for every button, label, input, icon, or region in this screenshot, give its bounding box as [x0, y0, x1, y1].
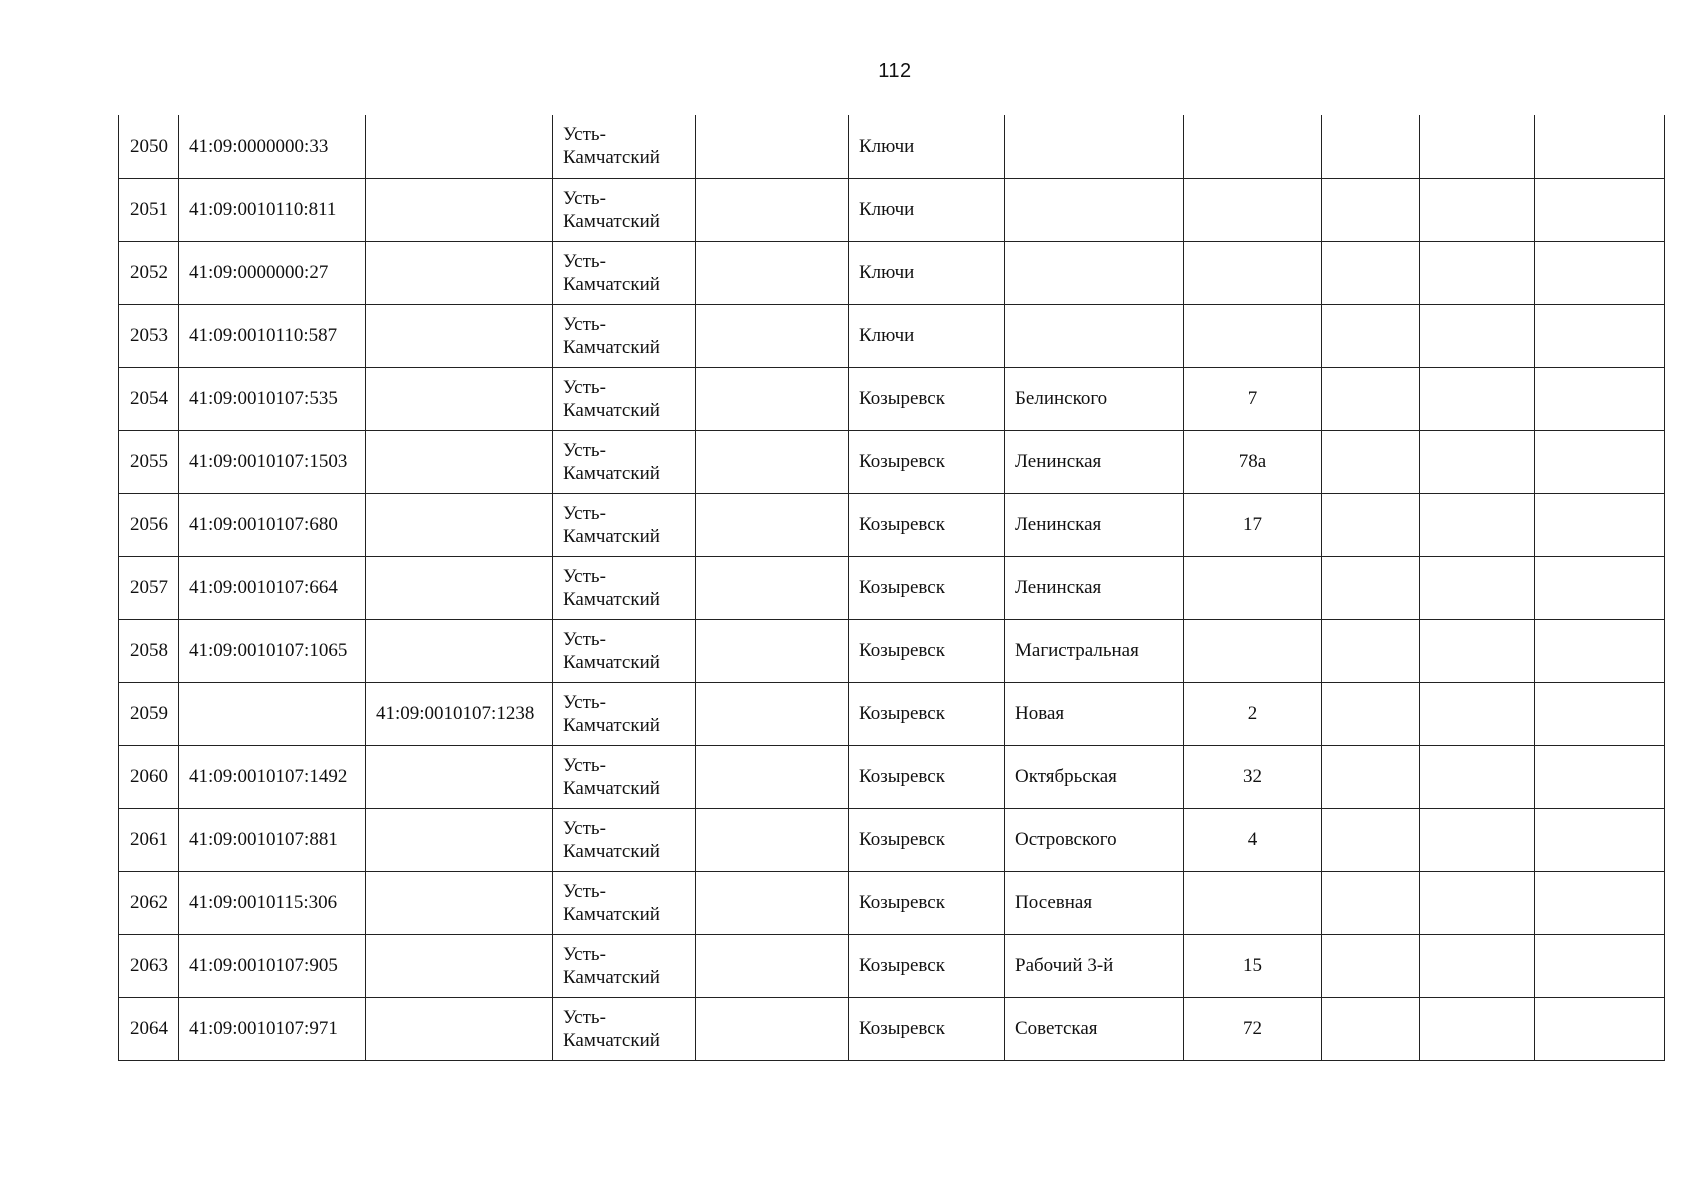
empty-cell — [1535, 871, 1665, 934]
district-cell: Усть-Камчатский — [553, 178, 696, 241]
empty-cell — [1322, 934, 1420, 997]
empty-cell — [696, 619, 849, 682]
empty-cell — [1322, 619, 1420, 682]
table-row — [119, 808, 1665, 871]
cadastral-number-cell: 41:09:0010107:535 — [179, 367, 366, 430]
house-number-cell: 72 — [1184, 997, 1322, 1060]
row-number-cell: 2059 — [119, 682, 179, 745]
district-cell: Усть-Камчатский — [553, 682, 696, 745]
cadastral-number-alt-cell — [366, 367, 553, 430]
house-number-cell: 15 — [1184, 934, 1322, 997]
cadastral-number-alt-cell — [366, 493, 553, 556]
locality-cell: Козыревск — [849, 556, 1005, 619]
empty-cell — [696, 871, 849, 934]
empty-cell — [1420, 871, 1535, 934]
row-number-cell: 2053 — [119, 304, 179, 367]
cadastral-number-alt-cell — [366, 808, 553, 871]
empty-cell — [1535, 178, 1665, 241]
district-cell: Усть-Камчатский — [553, 745, 696, 808]
empty-cell — [696, 367, 849, 430]
row-number-cell: 2052 — [119, 241, 179, 304]
empty-cell — [1420, 430, 1535, 493]
empty-cell — [1322, 493, 1420, 556]
street-cell: Посевная — [1005, 871, 1184, 934]
empty-cell — [1322, 304, 1420, 367]
cadastral-number-alt-cell — [366, 871, 553, 934]
district-cell: Усть-Камчатский — [553, 808, 696, 871]
cadastral-number-alt-cell — [366, 304, 553, 367]
cadastral-number-alt-cell — [366, 934, 553, 997]
district-cell: Усть-Камчатский — [553, 115, 696, 178]
street-cell: Белинского — [1005, 367, 1184, 430]
row-number-cell: 2063 — [119, 934, 179, 997]
empty-cell — [696, 493, 849, 556]
district-cell: Усть-Камчатский — [553, 871, 696, 934]
house-number-cell: 78а — [1184, 430, 1322, 493]
empty-cell — [1420, 682, 1535, 745]
district-cell: Усть-Камчатский — [553, 241, 696, 304]
cadastral-number-cell: 41:09:0000000:27 — [179, 241, 366, 304]
cadastral-number-alt-cell — [366, 241, 553, 304]
table-row — [119, 871, 1665, 934]
street-cell — [1005, 304, 1184, 367]
empty-cell — [1535, 997, 1665, 1060]
empty-cell — [1535, 241, 1665, 304]
table-row — [119, 682, 1665, 745]
street-cell: Островского — [1005, 808, 1184, 871]
empty-cell — [1322, 871, 1420, 934]
empty-cell — [696, 304, 849, 367]
empty-cell — [1420, 808, 1535, 871]
row-number-cell: 2060 — [119, 745, 179, 808]
locality-cell: Козыревск — [849, 871, 1005, 934]
house-number-cell: 17 — [1184, 493, 1322, 556]
table-row — [119, 241, 1665, 304]
empty-cell — [1535, 745, 1665, 808]
empty-cell — [1420, 115, 1535, 178]
cadastral-number-cell: 41:09:0010107:971 — [179, 997, 366, 1060]
house-number-cell — [1184, 115, 1322, 178]
table-row — [119, 430, 1665, 493]
street-cell — [1005, 178, 1184, 241]
empty-cell — [1535, 493, 1665, 556]
row-number-cell: 2055 — [119, 430, 179, 493]
empty-cell — [1535, 556, 1665, 619]
cadastral-number-cell: 41:09:0010107:1492 — [179, 745, 366, 808]
row-number-cell: 2062 — [119, 871, 179, 934]
empty-cell — [1322, 430, 1420, 493]
street-cell: Ленинская — [1005, 556, 1184, 619]
empty-cell — [696, 745, 849, 808]
cadastral-number-alt-cell — [366, 556, 553, 619]
locality-cell: Козыревск — [849, 808, 1005, 871]
empty-cell — [1322, 745, 1420, 808]
locality-cell: Козыревск — [849, 619, 1005, 682]
district-cell: Усть-Камчатский — [553, 934, 696, 997]
street-cell — [1005, 115, 1184, 178]
empty-cell — [696, 808, 849, 871]
cadastral-number-cell: 41:09:0010107:1503 — [179, 430, 366, 493]
district-cell: Усть-Камчатский — [553, 304, 696, 367]
empty-cell — [1420, 619, 1535, 682]
empty-cell — [1420, 367, 1535, 430]
cadastral-number-cell: 41:09:0000000:33 — [179, 115, 366, 178]
district-cell: Усть-Камчатский — [553, 619, 696, 682]
empty-cell — [696, 682, 849, 745]
empty-cell — [696, 115, 849, 178]
table-body — [119, 115, 1665, 1060]
empty-cell — [1420, 241, 1535, 304]
empty-cell — [1535, 304, 1665, 367]
locality-cell: Ключи — [849, 241, 1005, 304]
cadastral-number-cell: 41:09:0010107:1065 — [179, 619, 366, 682]
table-row — [119, 997, 1665, 1060]
empty-cell — [1420, 934, 1535, 997]
table-row — [119, 745, 1665, 808]
street-cell: Магистральная — [1005, 619, 1184, 682]
cadastral-number-alt-cell — [366, 619, 553, 682]
empty-cell — [1322, 556, 1420, 619]
locality-cell: Козыревск — [849, 745, 1005, 808]
empty-cell — [1322, 115, 1420, 178]
house-number-cell — [1184, 619, 1322, 682]
empty-cell — [1322, 682, 1420, 745]
district-cell: Усть-Камчатский — [553, 997, 696, 1060]
street-cell — [1005, 241, 1184, 304]
locality-cell: Козыревск — [849, 682, 1005, 745]
cadastral-number-cell: 41:09:0010107:680 — [179, 493, 366, 556]
locality-cell: Козыревск — [849, 367, 1005, 430]
locality-cell: Ключи — [849, 115, 1005, 178]
table-row — [119, 178, 1665, 241]
empty-cell — [1420, 745, 1535, 808]
table-row — [119, 304, 1665, 367]
district-cell: Усть-Камчатский — [553, 493, 696, 556]
row-number-cell: 2056 — [119, 493, 179, 556]
address-registry-table — [118, 115, 1665, 1061]
house-number-cell: 4 — [1184, 808, 1322, 871]
district-cell: Усть-Камчатский — [553, 430, 696, 493]
locality-cell: Козыревск — [849, 493, 1005, 556]
house-number-cell: 7 — [1184, 367, 1322, 430]
street-cell: Октябрьская — [1005, 745, 1184, 808]
empty-cell — [1535, 682, 1665, 745]
empty-cell — [1420, 493, 1535, 556]
cadastral-number-alt-cell — [366, 115, 553, 178]
house-number-cell — [1184, 556, 1322, 619]
empty-cell — [696, 178, 849, 241]
empty-cell — [1535, 808, 1665, 871]
house-number-cell — [1184, 304, 1322, 367]
row-number-cell: 2050 — [119, 115, 179, 178]
empty-cell — [1535, 619, 1665, 682]
empty-cell — [1535, 367, 1665, 430]
cadastral-number-alt-cell: 41:09:0010107:1238 — [366, 682, 553, 745]
district-cell: Усть-Камчатский — [553, 556, 696, 619]
empty-cell — [1322, 997, 1420, 1060]
empty-cell — [1535, 115, 1665, 178]
table-row — [119, 934, 1665, 997]
empty-cell — [1535, 430, 1665, 493]
empty-cell — [1322, 241, 1420, 304]
house-number-cell — [1184, 178, 1322, 241]
cadastral-number-cell: 41:09:0010107:905 — [179, 934, 366, 997]
empty-cell — [1322, 808, 1420, 871]
cadastral-number-alt-cell — [366, 430, 553, 493]
row-number-cell: 2064 — [119, 997, 179, 1060]
row-number-cell: 2057 — [119, 556, 179, 619]
street-cell: Ленинская — [1005, 493, 1184, 556]
table-row — [119, 115, 1665, 178]
street-cell: Рабочий 3-й — [1005, 934, 1184, 997]
house-number-cell: 2 — [1184, 682, 1322, 745]
street-cell: Ленинская — [1005, 430, 1184, 493]
empty-cell — [696, 556, 849, 619]
row-number-cell: 2061 — [119, 808, 179, 871]
locality-cell: Козыревск — [849, 430, 1005, 493]
row-number-cell: 2058 — [119, 619, 179, 682]
locality-cell: Козыревск — [849, 997, 1005, 1060]
empty-cell — [1420, 997, 1535, 1060]
empty-cell — [1420, 556, 1535, 619]
table-row — [119, 619, 1665, 682]
empty-cell — [696, 241, 849, 304]
street-cell: Советская — [1005, 997, 1184, 1060]
cadastral-number-alt-cell — [366, 745, 553, 808]
locality-cell: Козыревск — [849, 934, 1005, 997]
cadastral-number-cell: 41:09:0010110:587 — [179, 304, 366, 367]
cadastral-number-cell: 41:09:0010115:306 — [179, 871, 366, 934]
cadastral-number-alt-cell — [366, 178, 553, 241]
empty-cell — [696, 430, 849, 493]
cadastral-number-cell: 41:09:0010110:811 — [179, 178, 366, 241]
empty-cell — [1420, 304, 1535, 367]
empty-cell — [1420, 178, 1535, 241]
empty-cell — [1322, 178, 1420, 241]
locality-cell: Ключи — [849, 178, 1005, 241]
table-row — [119, 493, 1665, 556]
row-number-cell: 2054 — [119, 367, 179, 430]
empty-cell — [1535, 934, 1665, 997]
row-number-cell: 2051 — [119, 178, 179, 241]
cadastral-number-cell: 41:09:0010107:881 — [179, 808, 366, 871]
empty-cell — [696, 934, 849, 997]
district-cell: Усть-Камчатский — [553, 367, 696, 430]
table-row — [119, 367, 1665, 430]
house-number-cell: 32 — [1184, 745, 1322, 808]
street-cell: Новая — [1005, 682, 1184, 745]
house-number-cell — [1184, 241, 1322, 304]
table-row — [119, 556, 1665, 619]
empty-cell — [1322, 367, 1420, 430]
cadastral-number-cell — [179, 682, 366, 745]
page-number: 112 — [878, 60, 912, 82]
cadastral-number-alt-cell — [366, 997, 553, 1060]
house-number-cell — [1184, 871, 1322, 934]
empty-cell — [696, 997, 849, 1060]
locality-cell: Ключи — [849, 304, 1005, 367]
cadastral-number-cell: 41:09:0010107:664 — [179, 556, 366, 619]
